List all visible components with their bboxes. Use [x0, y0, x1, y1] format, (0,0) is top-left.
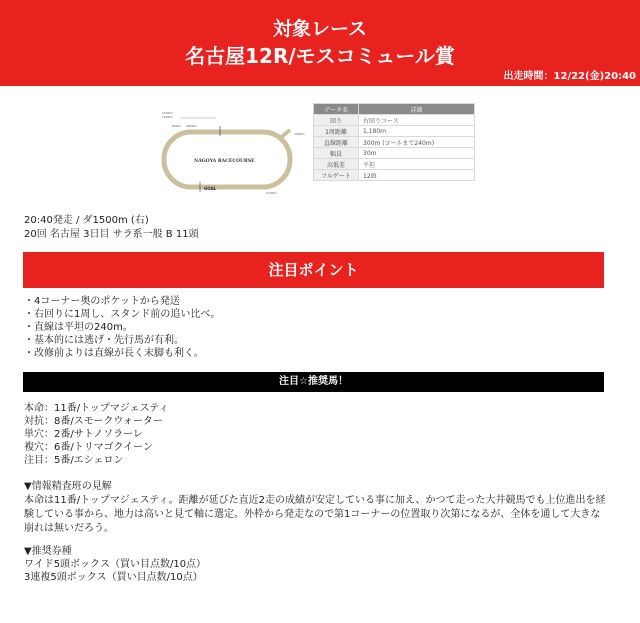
- list-item: 本命：11番/トップマジェスティ: [24, 403, 169, 414]
- list-item: 複穴：6番/トリマゴクイーン: [24, 442, 153, 453]
- analysis-text: 本命は11番/トップマジェスティ。距離が延びた直近2走の成績が安定している事に加え、かつて走った大井競馬でも上位進出を経験している事から、地力は高いと見て軸に選定。外枠から発走なので第1コーナーの位置取り次第になるが、全体を通して大きな崩れは無いだろう。: [24, 495, 606, 534]
- course-name: NAGOYA RACECOURSE: [194, 159, 255, 164]
- table-cell-key: 直線距離: [314, 137, 359, 148]
- tickets-section: [24, 545, 206, 584]
- tickets-list: [24, 558, 206, 584]
- table-row: [314, 137, 475, 148]
- table-cell-key: 高低差: [314, 159, 359, 170]
- table-row: [314, 148, 475, 159]
- goal-label: GOAL: [204, 186, 217, 191]
- post-time: 出走時間：12/22(金)20:40: [503, 71, 636, 82]
- list-item: ・直線は平坦の240m。: [24, 322, 133, 333]
- dist-label: 800m: [172, 124, 181, 128]
- dist-label: 1200m: [162, 115, 173, 119]
- list-item: 注目：5番/エシェロン: [24, 455, 124, 466]
- analysis-heading: ▼情報精査班の見解: [24, 481, 112, 492]
- list-item: ・右回りに1周し、スタンド前の追い比べ。: [24, 309, 221, 320]
- recommended-picks: [24, 402, 169, 467]
- list-item: ワイド5頭ボックス（買い目点数/10点）: [24, 559, 207, 570]
- table-header-row: [314, 104, 475, 115]
- table-cell-key: フルゲート: [314, 170, 359, 181]
- list-item: 単穴：2番/サトノソラーレ: [24, 429, 143, 440]
- table-row: [314, 126, 475, 137]
- table-header: 詳細: [359, 104, 475, 115]
- table-cell-value: 1,180m: [359, 126, 475, 137]
- race-name: 名古屋12R/モスコミュール賞: [185, 44, 455, 68]
- list-item: 3連複5頭ボックス（買い目点数/10点）: [24, 572, 203, 583]
- header-title: 対象レース: [272, 18, 368, 40]
- dist-label: 1700m: [266, 191, 277, 195]
- race-info: [24, 214, 199, 242]
- table-row: [314, 115, 475, 126]
- table-cell-key: 1周距離: [314, 126, 359, 137]
- recommend-banner: 注目☆推奨馬！: [23, 372, 604, 392]
- track-pocket: [280, 130, 290, 138]
- course-map: [160, 108, 310, 200]
- table-cell-value: 30m: [359, 148, 475, 159]
- table-header: データ名: [314, 104, 359, 115]
- table-cell-value: 12頭: [359, 170, 475, 181]
- analysis-section: [24, 480, 606, 536]
- table-cell-value: 平坦: [359, 159, 475, 170]
- table-cell-value: 右回りコース: [359, 115, 475, 126]
- race-header: [0, 0, 640, 86]
- race-info-line: 20回 名古屋 3日目 サラ系一般 B 11頭: [24, 229, 199, 240]
- table-cell-key: 回り: [314, 115, 359, 126]
- list-item: ・基本的には逃げ・先行馬が有利。: [24, 335, 184, 346]
- table-cell-value: 300m (ゴールまで240m): [359, 137, 475, 148]
- tickets-heading: ▼推奨券種: [24, 546, 72, 557]
- list-item: ・改修前よりは直線が長く末脚も利く。: [24, 348, 204, 359]
- list-item: 対抗：8番/スモークウォーター: [24, 416, 163, 427]
- table-row: [314, 159, 475, 170]
- list-item: ・4コーナー奥のポケットから発送: [24, 296, 180, 307]
- highlight-points: [24, 295, 220, 360]
- course-data-table: [313, 103, 475, 181]
- table-row: [314, 170, 475, 181]
- dist-label: 1400m: [294, 132, 305, 136]
- race-info-line: 20:40発走 / ダ1500m (右): [24, 215, 149, 226]
- dist-label: 1100m: [162, 111, 173, 115]
- table-cell-key: 幅員: [314, 148, 359, 159]
- dist-label: 2000m: [186, 124, 197, 128]
- highlight-banner: 注目ポイント: [23, 252, 604, 288]
